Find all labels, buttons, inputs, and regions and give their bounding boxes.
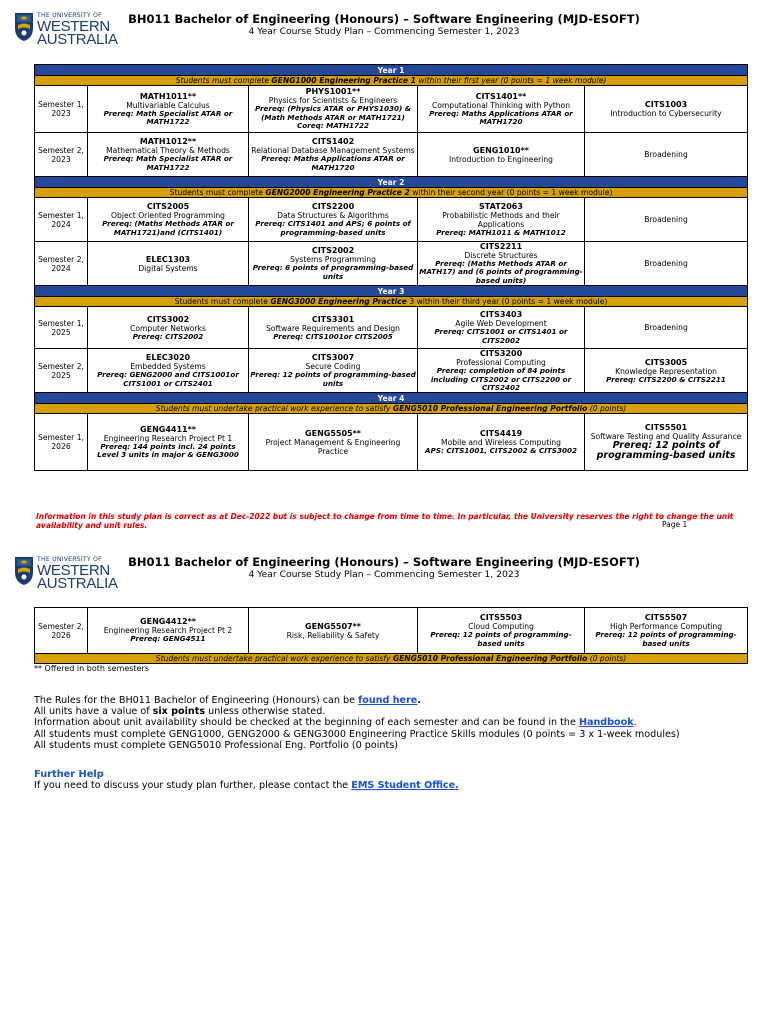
note-unit: GENG5010 Professional Engineering Portfolio [392, 404, 588, 414]
unit-code: CITS3007 [311, 353, 355, 363]
unit-code: MATH1011** [139, 91, 197, 101]
semester-year: 2026 [51, 630, 71, 640]
unit-prereq: Prereq: CITS1001 or CITS1401 or CITS2002 [434, 327, 568, 345]
note-unit: GENG1000 Engineering Practice 1 [271, 76, 416, 85]
semester-label: Semester 2, [38, 361, 84, 371]
unit-name: Engineering Research Project Pt 1 [103, 434, 233, 444]
rules-line-5: All students must complete GENG5010 Professional Eng. Portfolio (0 points) [34, 739, 398, 751]
year-label: Year 2 [35, 177, 748, 188]
unit-name: Systems Programming [290, 255, 376, 265]
note-text: Students must undertake practical work experience to satisfy [155, 404, 393, 414]
unit-cell [418, 198, 585, 242]
page-title: BH011 Bachelor of Engineering (Honours) – Software Engineering (MJD-ESOFT) [128, 12, 640, 26]
unit-cell [249, 242, 418, 286]
unit-cell [585, 608, 748, 654]
unit-name: Introduction to Engineering [449, 154, 553, 164]
unit-cell [249, 86, 418, 133]
unit-code: CITS5503 [479, 613, 523, 623]
semester-row [35, 349, 748, 393]
unit-prereq: Prereq: (Physics ATAR or PHYS1030) & (Math Methods ATAR or MATH1721) Coreq: MATH1722 [254, 104, 412, 131]
unit-cell [249, 414, 418, 471]
unit-name: Professional Computing [456, 358, 546, 368]
year-header-row [35, 286, 748, 297]
rules-line-3 [34, 717, 754, 728]
unit-name: Embedded Systems [130, 362, 206, 372]
uwa-logo [14, 12, 118, 48]
unit-prereq: Prereq: (Maths Methods ATAR or MATH1721)and (CITS1401) [102, 219, 234, 237]
note-text: (0 points) [587, 404, 627, 414]
unit-prereq: Prereq: (Maths Methods ATAR or MATH17) and (6 points of programming-based units) [419, 259, 583, 285]
unit-prereq: Prereq: Math Specialist ATAR or MATH1722 [103, 108, 233, 126]
semester-year: 2024 [51, 219, 71, 229]
semester-cell [35, 608, 88, 654]
unit-cell [88, 242, 249, 286]
rules-section [34, 695, 754, 751]
unit-cell [249, 198, 418, 242]
note-text: within their first year (0 points = 1 week module) [415, 76, 607, 85]
semester-row [35, 198, 748, 242]
unit-name: Probabilistic Methods and their Applications [442, 210, 560, 229]
note-unit: GENG3000 Engineering Practice [270, 297, 407, 307]
ems-student-office-link[interactable]: EMS Student Office. [351, 780, 459, 791]
unit-cell [585, 198, 748, 242]
year-label: Year 1 [35, 65, 748, 76]
unit-name: Computational Thinking with Python [431, 100, 571, 110]
year-header-row [35, 177, 748, 188]
disclaimer: Information in this study plan is correct as at Dec-2022 but is subject to change from time to time. In particular, the University reserves the right to change the unit availability and unit rules. [36, 512, 734, 530]
logo-line-3: AUSTRALIA [37, 575, 118, 592]
rules-text: unless otherwise stated. [205, 706, 326, 718]
unit-code: CITS3200 [479, 349, 523, 359]
semester-row [35, 414, 748, 471]
unit-code: CITS1401** [475, 91, 527, 101]
unit-code: CITS3002 [146, 314, 190, 324]
unit-prereq: APS: CITS1001, CITS2002 & CITS3002 [425, 446, 577, 456]
uwa-crest-icon [14, 12, 34, 42]
unit-prereq: Prereq: Maths Applications ATAR or MATH1720 [429, 108, 573, 126]
page-number: Page 1 [662, 520, 688, 529]
semester-cell [35, 198, 88, 242]
unit-code: CITS2005 [146, 202, 190, 212]
unit-prereq: Prereq: GENG2000 and CITS1001or CITS1001 or CITS2401 [97, 370, 239, 388]
unit-prereq: Prereq: 12 points of programming-based units [430, 630, 572, 648]
unit-code: CITS1003 [644, 100, 688, 109]
unit-prereq: Prereq: 144 points incl. 24 points Level 3 units in major & GENG3000 [97, 442, 239, 460]
unit-code: ELEC3020 [145, 353, 191, 363]
unit-cell [585, 86, 748, 133]
found-here-link[interactable]: found here [358, 695, 418, 706]
unit-name: Broadening [644, 259, 688, 269]
rules-text: Information about unit availability should be checked at the beginning of each semester and can be found in the [34, 717, 579, 729]
unit-code: CITS2002 [311, 246, 355, 256]
note-text: Students must complete [169, 188, 266, 197]
semester-row [35, 86, 748, 133]
unit-code: GENG4412** [140, 617, 196, 627]
unit-cell [88, 349, 249, 393]
unit-name: Mobile and Wireless Computing [441, 438, 561, 448]
unit-name: Discrete Structures [464, 251, 538, 260]
unit-code: GENG5507** [305, 621, 361, 631]
unit-cell [249, 307, 418, 349]
practice-note [35, 297, 748, 307]
further-help-body: If you need to discuss your study plan further, please contact the [34, 780, 352, 791]
year-label: Year 3 [35, 286, 748, 297]
unit-code: CITS5507 [644, 613, 688, 623]
rules-line-2 [34, 706, 754, 717]
study-plan-table-page-2 [34, 607, 748, 664]
unit-code: CITS3301 [311, 314, 355, 324]
unit-cell [585, 242, 748, 286]
rules-text: . [633, 717, 637, 729]
practice-note-row [35, 188, 748, 198]
unit-cell [418, 133, 585, 177]
unit-cell [88, 608, 249, 654]
semester-year: 2023 [51, 154, 71, 164]
note-text: Students must undertake practical work experience to satisfy [155, 654, 393, 663]
practice-note-row [35, 404, 748, 414]
unit-name: Broadening [644, 150, 688, 159]
semester-row [35, 608, 748, 654]
unit-cell [418, 349, 585, 393]
unit-cell [418, 414, 585, 471]
unit-prereq: Prereq: 12 points of programming-based units [596, 439, 736, 462]
year-header-row [35, 393, 748, 404]
rules-text: . [417, 695, 421, 706]
unit-name: Data Structures & Algorithms [277, 211, 389, 221]
semester-label: Semester 2, [38, 621, 84, 631]
practice-note [35, 404, 748, 414]
note-text: (0 points) [587, 654, 627, 663]
unit-cell [88, 307, 249, 349]
unit-name: High Performance Computing [609, 622, 723, 632]
unit-prereq: Prereq: 12 points of programming-based units [595, 630, 737, 648]
semester-label: Semester 1, [38, 318, 84, 328]
unit-name: Cloud Computing [468, 622, 534, 632]
rules-text: The Rules for the BH011 Bachelor of Engineering (Honours) can be [34, 695, 359, 706]
unit-name: Risk, Reliability & Safety [286, 630, 380, 640]
unit-cell [418, 608, 585, 654]
practice-note-row [35, 76, 748, 86]
unit-name: Object Oriented Programming [111, 211, 225, 221]
unit-code: STAT2063 [479, 201, 523, 211]
unit-name: Engineering Research Project Pt 2 [103, 626, 233, 636]
semester-label: Semester 1, [38, 210, 84, 220]
unit-cell [585, 414, 748, 471]
page-1-header [100, 13, 668, 37]
unit-code: GENG4411** [140, 425, 196, 435]
practice-note [35, 76, 748, 86]
unit-prereq: Prereq: Maths Applications ATAR or MATH1720 [261, 154, 405, 172]
unit-name: Introduction to Cybersecurity [610, 109, 722, 118]
unit-cell [585, 307, 748, 349]
unit-code: CITS4419 [479, 429, 523, 439]
unit-code: GENG5505** [305, 428, 361, 438]
unit-name: Agile Web Development [455, 319, 547, 329]
unit-name: Broadening [644, 215, 688, 224]
unit-cell [88, 198, 249, 242]
semester-year: 2026 [51, 442, 71, 452]
semester-cell [35, 242, 88, 286]
unit-code: CITS2200 [311, 202, 355, 212]
semester-year: 2023 [51, 109, 71, 118]
unit-code: CITS2211 [479, 242, 523, 251]
unit-code: MATH1012** [139, 137, 197, 147]
study-plan-table [34, 64, 748, 471]
practice-note-row [35, 297, 748, 307]
semester-label: Semester 1, [38, 100, 84, 109]
unit-name: Mathematical Theory & Methods [106, 146, 230, 156]
unit-cell [88, 133, 249, 177]
semester-cell [35, 349, 88, 393]
unit-prereq: Prereq: GENG4511 [130, 634, 206, 644]
rules-line-1 [34, 695, 754, 706]
semester-label: Semester 2, [38, 254, 84, 264]
unit-name: Broadening [644, 323, 688, 333]
unit-name: Knowledge Representation [615, 366, 717, 376]
six-points-text: six points [152, 706, 206, 718]
semester-label: Semester 2, [38, 145, 84, 155]
further-help-heading: Further Help [34, 769, 104, 780]
semester-year: 2025 [51, 327, 71, 337]
unit-cell [88, 86, 249, 133]
page-2-subtitle: 4 Year Course Study Plan – Commencing Semester 1, 2023 [248, 569, 520, 580]
handbook-link[interactable]: Handbook [578, 717, 634, 729]
page-subtitle: 4 Year Course Study Plan – Commencing Semester 1, 2023 [248, 26, 520, 37]
unit-prereq: Prereq: MATH1011 & MATH1012 [436, 227, 566, 237]
unit-name: Digital Systems [138, 263, 198, 273]
unit-cell [585, 133, 748, 177]
unit-name: Multivariable Calculus [126, 100, 210, 110]
page-2-header [100, 556, 668, 580]
unit-prereq: Prereq: Math Specialist ATAR or MATH1722 [103, 154, 233, 172]
unit-prereq: Prereq: CITS2200 & CITS2211 [606, 374, 726, 384]
unit-prereq: Prereq: completion of 84 points including CITS2002 or CITS2200 or CITS2402 [430, 366, 572, 393]
uwa-logo-page-2 [14, 556, 118, 592]
unit-code: CITS5501 [644, 422, 688, 432]
note-unit: GENG2000 Engineering Practice 2 [265, 188, 410, 197]
unit-cell [88, 414, 249, 471]
note-text: 3 within their third year (0 points = 1 week module) [406, 297, 608, 307]
logo-line-2: WESTERN [37, 562, 110, 579]
unit-code: GENG1010** [473, 145, 529, 155]
unit-name: Computer Networks [130, 323, 206, 333]
year-label: Year 4 [35, 393, 748, 404]
semester-cell [35, 133, 88, 177]
unit-cell [249, 349, 418, 393]
unit-cell [418, 242, 585, 286]
unit-name: Relational Database Management Systems [251, 146, 415, 156]
unit-name: Secure Coding [305, 362, 361, 372]
semester-year: 2025 [51, 370, 71, 380]
semester-row [35, 242, 748, 286]
unit-code: CITS1402 [311, 137, 355, 147]
semester-cell [35, 414, 88, 471]
note-unit: GENG5010 Professional Engineering Portfolio [392, 654, 588, 663]
practice-note [35, 654, 748, 664]
semester-cell [35, 86, 88, 133]
unit-cell [249, 608, 418, 654]
offered-note: ** Offered in both semesters [34, 664, 149, 673]
unit-prereq: Prereq: CITS1001or CITS2005 [273, 331, 393, 341]
unit-name: Software Requirements and Design [265, 323, 400, 333]
unit-name: Project Management & Engineering Practice [265, 437, 401, 456]
note-text: within their second year (0 points = 1 week module) [409, 188, 613, 197]
unit-prereq: Prereq: CITS2002 [132, 331, 204, 341]
unit-cell [585, 349, 748, 393]
unit-code: PHYS1001** [305, 87, 361, 97]
note-text: Students must complete [175, 76, 272, 85]
unit-code: ELEC1303 [145, 254, 191, 264]
unit-name: Physics for Scientists & Engineers [268, 96, 398, 106]
unit-cell [249, 133, 418, 177]
logo-line-3: AUSTRALIA [37, 31, 118, 48]
unit-prereq: Prereq: 6 points of programming-based units [252, 263, 414, 281]
note-text: Students must complete [174, 297, 271, 307]
semester-cell [35, 307, 88, 349]
unit-name: Software Testing and Quality Assurance [590, 431, 742, 441]
logo-line-2: WESTERN [37, 18, 110, 35]
unit-prereq: Prereq: 12 points of programming-based units [250, 370, 416, 388]
unit-code: CITS3403 [479, 310, 523, 320]
rules-text: All units have a value of [34, 706, 153, 718]
practice-note [35, 188, 748, 198]
unit-cell [418, 307, 585, 349]
year-header-row [35, 65, 748, 76]
page-2-title: BH011 Bachelor of Engineering (Honours) – Software Engineering (MJD-ESOFT) [128, 555, 640, 569]
logo-line-1: THE UNIVERSITY OF [37, 12, 102, 19]
practice-note-row [35, 654, 748, 664]
further-help-text [34, 780, 459, 791]
unit-cell [418, 86, 585, 133]
semester-label: Semester 1, [38, 433, 84, 443]
unit-code: CITS3005 [644, 357, 688, 367]
unit-prereq: Prereq: CITS1401 and APS; 6 points of programming-based units [255, 219, 411, 237]
semester-year: 2024 [51, 263, 71, 273]
semester-row [35, 133, 748, 177]
logo-line-1: THE UNIVERSITY OF [37, 556, 102, 563]
uwa-crest-icon [14, 556, 34, 586]
semester-row [35, 307, 748, 349]
rules-line-4: All students must complete GENG1000, GENG2000 & GENG3000 Engineering Practice Skills modules (0 points = 3 x 1-week modules) [34, 728, 680, 740]
